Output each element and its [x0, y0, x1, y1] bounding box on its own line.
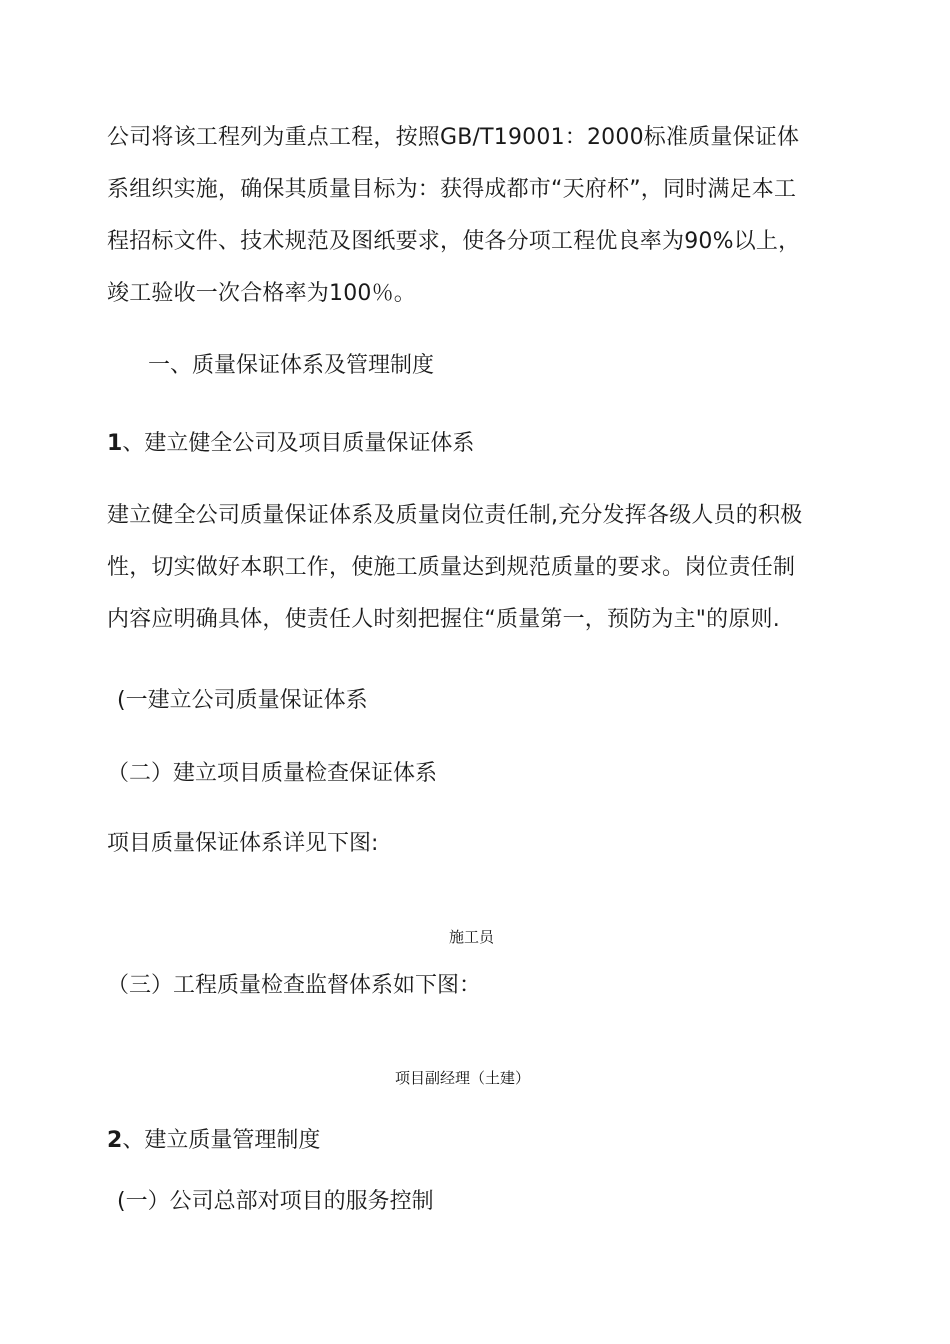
- sub-heading-4: (一）公司总部对项目的服务控制: [117, 1189, 434, 1214]
- item2-title: 、建立质量管理制度: [122, 1128, 321, 1153]
- sub-heading-3: （三）工程质量检查监督体系如下图：: [107, 973, 482, 998]
- item2-heading: [107, 1125, 320, 1157]
- diagram-label-deputy-manager: 项目副经理（土建）: [395, 1069, 531, 1087]
- intro-line-2: 系组织实施，确保其质量目标为：获得成都市“天府杯”，同时满足本工: [107, 177, 797, 202]
- item1-line-3: 内容应明确具体，使责任人时刻把握住“质量第一，预防为主"的原则.: [107, 607, 780, 632]
- item1-heading: [107, 428, 474, 460]
- item2-number: 2: [107, 1128, 123, 1153]
- item1-title: 、建立健全公司及项目质量保证体系: [122, 431, 475, 456]
- intro-line-3: 程招标文件、技术规范及图纸要求，使各分项工程优良率为90%以上，: [107, 229, 801, 254]
- item1-number: 1: [107, 431, 123, 456]
- sub-heading-2: （二）建立项目质量检查保证体系: [107, 761, 438, 786]
- sub-heading-1: (一建立公司质量保证体系: [117, 688, 368, 713]
- diagram-label-construction-worker: 施工员: [449, 928, 495, 946]
- intro-line-4: 竣工验收一次合格率为100％。: [107, 281, 416, 306]
- item1-paragraph: [107, 490, 867, 646]
- section-one-title: 一、质量保证体系及管理制度: [148, 353, 435, 378]
- intro-paragraph: [107, 112, 867, 320]
- intro-line-1: 公司将该工程列为重点工程，按照GB/T19001：2000标准质量保证体: [107, 125, 800, 150]
- item1-line-1: 建立健全公司质量保证体系及质量岗位责任制,充分发挥各级人员的积极: [107, 503, 803, 528]
- item1-line-2: 性，切实做好本职工作，使施工质量达到规范质量的要求。岗位责任制: [107, 555, 796, 580]
- diagram-caption: 项目质量保证体系详见下图:: [107, 831, 379, 856]
